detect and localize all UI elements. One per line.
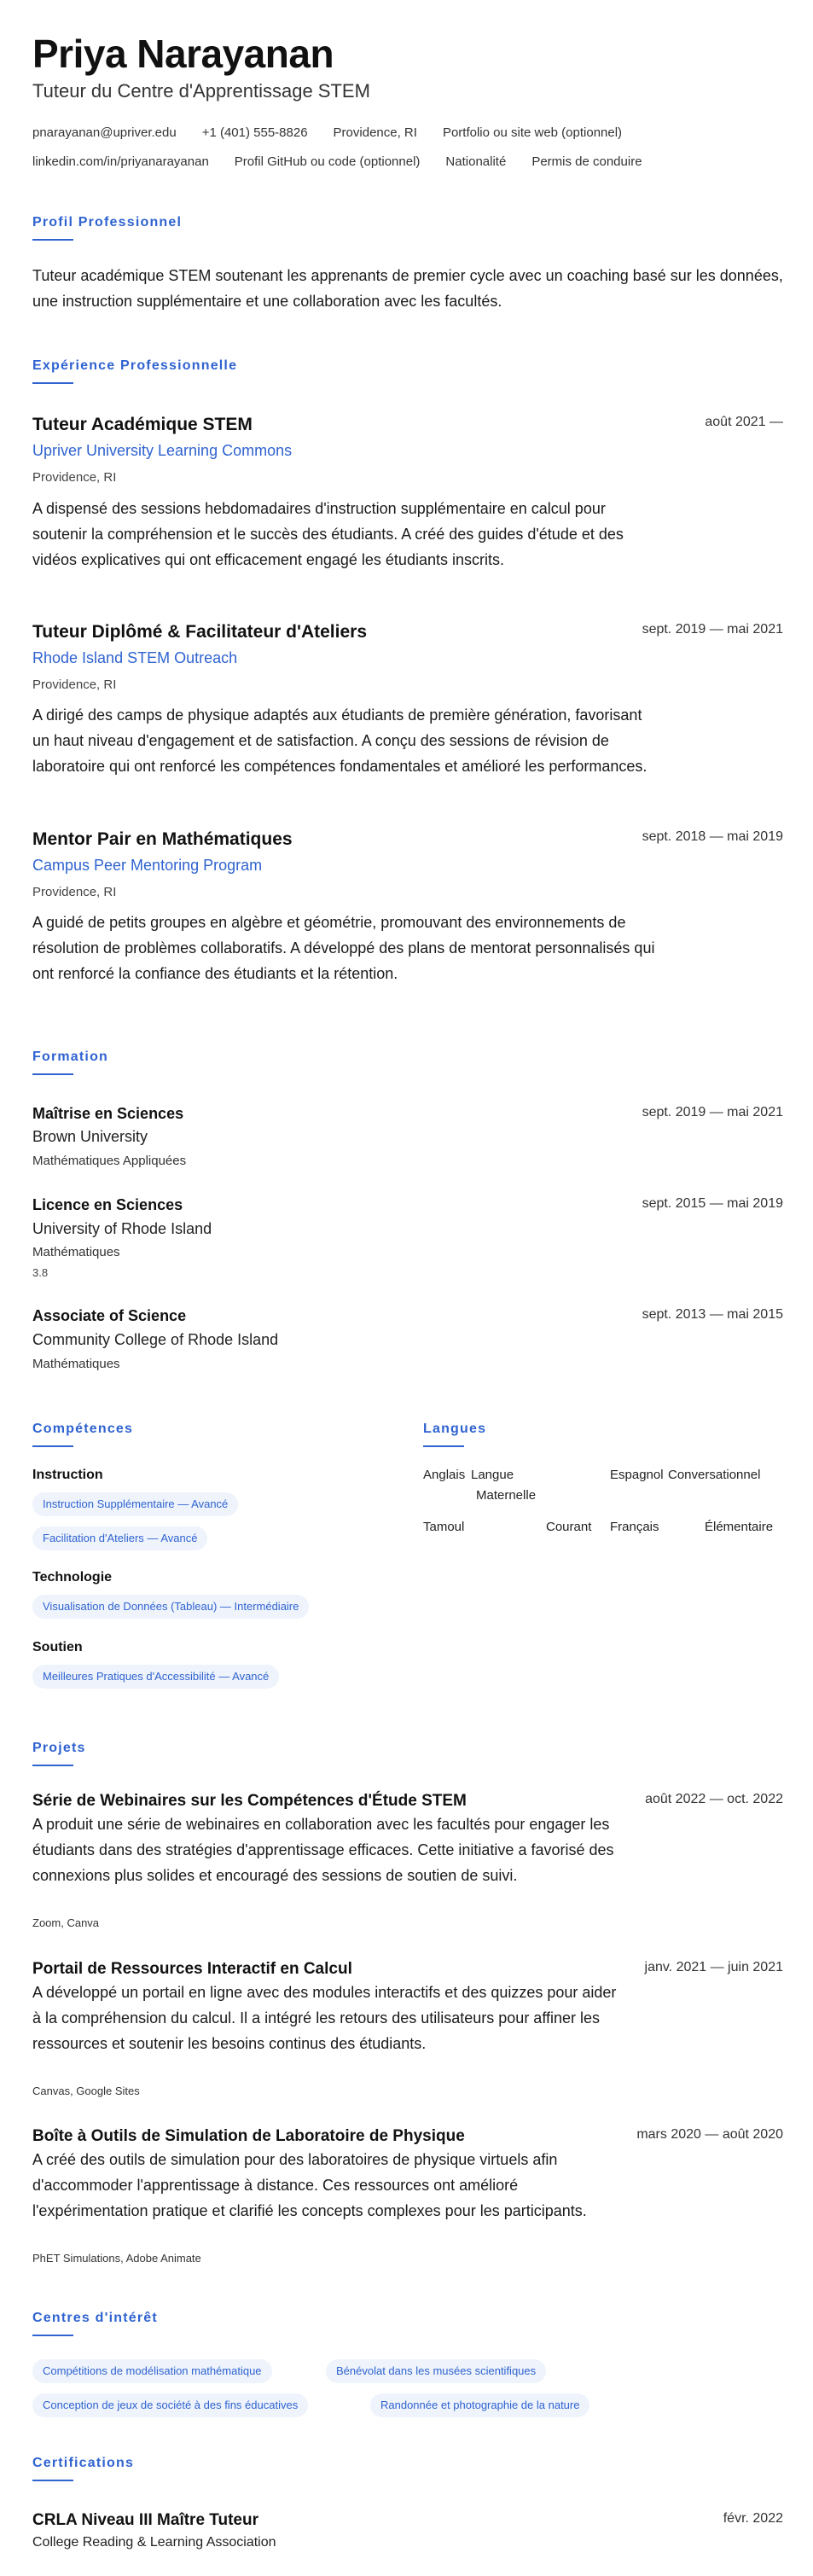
- skill-chip: Meilleures Pratiques d'Accessibilité — Avancé: [32, 1665, 279, 1689]
- experience-dates: sept. 2018 — mai 2019: [642, 829, 783, 844]
- experience-title: Tuteur Diplômé & Facilitateur d'Ateliers: [32, 622, 368, 642]
- project-tech: Zoom, Canva: [32, 1916, 100, 1929]
- education-field: Mathématiques: [32, 1245, 120, 1259]
- experience-description: A guidé de petits groupes en algèbre et géométrie, promouvant des environnements de résolution de problèmes collaboratifs. A développé des plans de mentorat personnalisés qui ont renforcé la confiance des étudiants et la rétention.: [32, 914, 655, 982]
- project-dates: août 2022 — oct. 2022: [645, 1792, 783, 1806]
- candidate-title: Tuteur du Centre d'Apprentissage STEM: [32, 80, 370, 102]
- interest-chip: Conception de jeux de société à des fins éducatives: [32, 2393, 308, 2417]
- project-description: A produit une série de webinaires en collaboration avec les facultés pour engager les étudiants dans des stratégies d'apprentissage efficaces. Cette initiative a favorisé des connexions plus solides et encouragé des sessions de soutien de suivi.: [32, 1816, 614, 1884]
- project-dates: mars 2020 — août 2020: [636, 2127, 783, 2142]
- profile-heading: Profil Professionnel: [32, 215, 183, 230]
- experience-heading: Expérience Professionnelle: [32, 358, 238, 373]
- education-gpa: 3.8: [32, 1266, 49, 1279]
- interests-rule: [32, 2335, 73, 2336]
- experience-org: Campus Peer Mentoring Program: [32, 857, 263, 874]
- experience-org: Rhode Island STEM Outreach: [32, 649, 238, 666]
- languages-rule: [423, 1445, 464, 1447]
- language-name: Français: [610, 1520, 659, 1534]
- skill-chip: Facilitation d'Ateliers — Avancé: [32, 1526, 207, 1550]
- language-name: Tamoul: [423, 1520, 465, 1534]
- project-title: Portail de Ressources Interactif en Calcul: [32, 1960, 352, 1978]
- languages-heading: Langues: [423, 1422, 487, 1436]
- education-heading: Formation: [32, 1050, 109, 1064]
- contact-driving-license: Permis de conduire: [531, 154, 642, 169]
- interest-chip: Compétitions de modélisation mathématique: [32, 2359, 272, 2383]
- project-tech: Canvas, Google Sites: [32, 2085, 140, 2097]
- education-field: Mathématiques Appliquées: [32, 1154, 187, 1168]
- project-description: A créé des outils de simulation pour des laboratoires de physique virtuels afin d'accommoder l'apprentissage à distance. Ces ressources ont amélioré l'expérimentation pratique et clarifié les concepts complexes pour les participants.: [32, 2151, 587, 2219]
- education-degree: Maîtrise en Sciences: [32, 1105, 184, 1122]
- contact-linkedin[interactable]: linkedin.com/in/priyanarayanan: [32, 154, 209, 169]
- project-dates: janv. 2021 — juin 2021: [644, 1960, 783, 1974]
- skills-heading: Compétences: [32, 1422, 134, 1436]
- certifications-heading: Certifications: [32, 2456, 135, 2470]
- language-level: Conversationnel: [668, 1468, 761, 1482]
- education-degree: Licence en Sciences: [32, 1196, 183, 1213]
- experience-title: Tuteur Académique STEM: [32, 415, 253, 434]
- contact-phone[interactable]: +1 (401) 555-8826: [201, 125, 308, 140]
- education-rule: [32, 1073, 73, 1075]
- skill-chip: Instruction Supplémentaire — Avancé: [32, 1492, 238, 1516]
- education-school: Brown University: [32, 1128, 148, 1145]
- language-level: Élémentaire: [705, 1520, 774, 1534]
- profile-rule: [32, 239, 73, 241]
- language-level: Langue: [471, 1468, 514, 1482]
- skills-rule: [32, 1445, 73, 1447]
- education-dates: sept. 2019 — mai 2021: [642, 1105, 783, 1119]
- experience-location: Providence, RI: [32, 470, 117, 485]
- projects-heading: Projets: [32, 1741, 86, 1755]
- education-school: Community College of Rhode Island: [32, 1331, 279, 1348]
- experience-description: A dispensé des sessions hebdomadaires d'instruction supplémentaire en calcul pour soutenir la compréhension et le succès des étudiants. A créé des guides d'étude et des vidéos explicatives qui ont efficacement engagé les étudiants inscrits.: [32, 500, 624, 568]
- certifications-rule: [32, 2480, 73, 2481]
- language-level: Maternelle: [476, 1488, 537, 1503]
- contact-location: Providence, RI: [333, 125, 417, 140]
- experience-description: A dirigé des camps de physique adaptés aux étudiants de première génération, favorisant un haut niveau d'engagement et de satisfaction. A conçu des sessions de révision de laboratoire qui ont renforcé les compétences fondamentales et amélioré les performances.: [32, 707, 647, 775]
- experience-rule: [32, 382, 73, 384]
- skill-category: Instruction: [32, 1468, 103, 1482]
- profile-text: Tuteur académique STEM soutenant les apprenants de premier cycle avec un coaching basé sur les données, une instruction supplémentaire et une collaboration avec les facultés.: [32, 267, 783, 310]
- projects-rule: [32, 1765, 73, 1766]
- candidate-name: Priya Narayanan: [32, 32, 334, 76]
- interest-chip: Randonnée et photographie de la nature: [370, 2393, 589, 2417]
- contact-nationality: Nationalité: [445, 154, 507, 169]
- contact-line-2: [32, 154, 668, 169]
- language-level: Courant: [546, 1520, 592, 1534]
- certification-org: College Reading & Learning Association: [32, 2535, 276, 2550]
- contact-email[interactable]: pnarayanan@upriver.edu: [32, 125, 177, 140]
- certification-date: févr. 2022: [723, 2511, 783, 2526]
- experience-location: Providence, RI: [32, 885, 117, 899]
- experience-title: Mentor Pair en Mathématiques: [32, 829, 293, 849]
- education-dates: sept. 2013 — mai 2015: [642, 1307, 783, 1322]
- contact-github[interactable]: Profil GitHub ou code (optionnel): [234, 154, 421, 169]
- contact-line-1: [32, 125, 647, 140]
- education-school: University of Rhode Island: [32, 1220, 212, 1237]
- language-name: Anglais: [423, 1468, 466, 1482]
- education-degree: Associate of Science: [32, 1307, 187, 1324]
- certification-title: CRLA Niveau III Maître Tuteur: [32, 2511, 258, 2529]
- skill-category: Technologie: [32, 1570, 113, 1585]
- project-title: Série de Webinaires sur les Compétences d'Étude STEM: [32, 1792, 467, 1810]
- experience-location: Providence, RI: [32, 677, 117, 692]
- project-title: Boîte à Outils de Simulation de Laboratoire de Physique: [32, 2127, 465, 2145]
- skill-category: Soutien: [32, 1640, 83, 1654]
- experience-org: Upriver University Learning Commons: [32, 442, 293, 459]
- project-tech: PhET Simulations, Adobe Animate: [32, 2252, 201, 2265]
- education-field: Mathématiques: [32, 1357, 120, 1371]
- interest-chip: Bénévolat dans les musées scientifiques: [326, 2359, 546, 2383]
- interests-heading: Centres d'intérêt: [32, 2311, 158, 2325]
- education-dates: sept. 2015 — mai 2019: [642, 1196, 783, 1211]
- project-description: A développé un portail en ligne avec des modules interactifs et des quizzes pour aider à la compréhension du calcul. Il a intégré les retours des utilisateurs pour affiner les ressources et soutenir les besoins continus des étudiants.: [32, 1984, 617, 2052]
- language-name: Espagnol: [610, 1468, 664, 1482]
- experience-dates: août 2021 —: [705, 415, 783, 429]
- skill-chip: Visualisation de Données (Tableau) — Intermédiaire: [32, 1595, 309, 1619]
- contact-portfolio[interactable]: Portfolio ou site web (optionnel): [442, 125, 623, 140]
- experience-dates: sept. 2019 — mai 2021: [642, 622, 783, 637]
